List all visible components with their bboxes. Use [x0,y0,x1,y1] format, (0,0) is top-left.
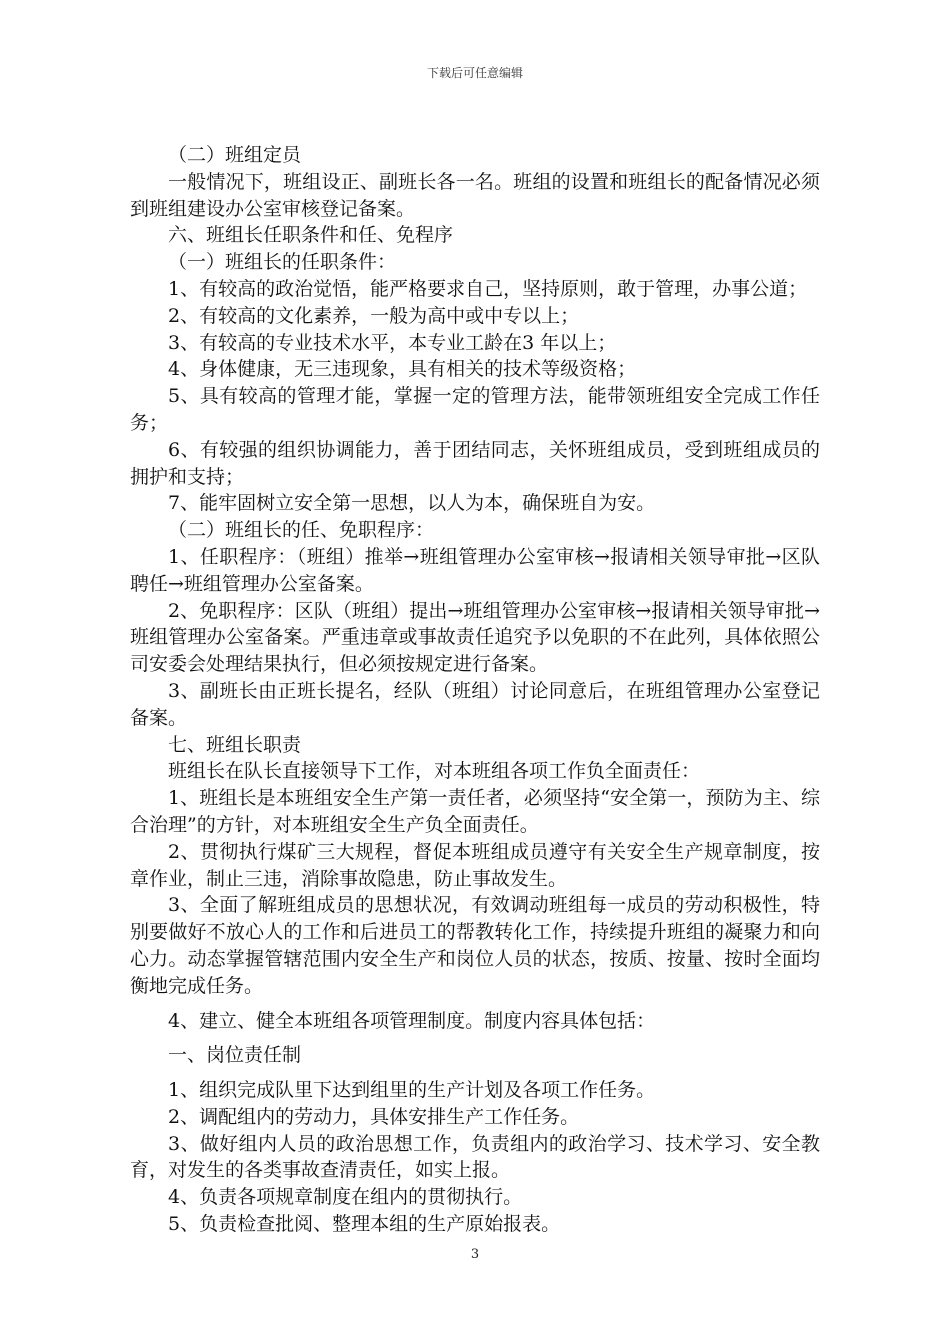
page-number: 3 [470,1247,480,1262]
paragraph: 2、免职程序：区队（班组）提出→班组管理办公室审核→报请相关领导审批→班组管理办公室备案。严重违章或事故责任追究予以免职的不在此列，具体依照公司安委会处理结果执行，但必须按规定进行备案。 [130,599,820,676]
paragraph: 3、全面了解班组成员的思想状况，有效调动班组每一成员的劳动积极性，特别要做好不放心人的工作和后进员工的帮教转化工作，持续提升班组的凝聚力和向心力。动态掌握管辖范围内安全生产和岗位人员的状态，按质、按量、按时全面均衡地完成任务。 [130,894,820,997]
document-body [130,142,820,1238]
paragraph: 4、建立、健全本班组各项管理制度。制度内容具体包括： [168,1009,656,1032]
paragraph: 2、贯彻执行煤矿三大规程，督促本班组成员遵守有关安全生产规章制度，按章作业，制止三违，消除事故隐患，防止事故发生。 [130,840,820,890]
paragraph: 1、班组长是本班组安全生产第一责任者，必须坚持“安全第一，预防为主、综合治理”的方针，对本班组安全生产负全面责任。 [130,787,820,836]
paragraph: 2、有较高的文化素养，一般为高中或中专以上； [168,304,580,327]
page-header: 下载后可任意编辑 [426,66,523,80]
paragraph: 3、有较高的专业技术水平，本专业工龄在3 年以上； [168,331,617,354]
paragraph: 七、班组长职责 [168,733,302,756]
paragraph: 1、组织完成队里下达到组里的生产计划及各项工作任务。 [168,1079,656,1102]
paragraph: 5、具有较高的管理才能，掌握一定的管理方法，能带领班组安全完成工作任务； [130,385,820,434]
paragraph: （二）班组长的任、免职程序： [168,519,435,542]
paragraph: 5、负责检查批阅、整理本组的生产原始报表。 [168,1213,561,1236]
paragraph: 1、有较高的政治觉悟，能严格要求自己，坚持原则，敢于管理，办事公道； [168,277,808,300]
paragraph: 一、岗位责任制 [168,1044,302,1067]
paragraph: 4、身体健康，无三违现象，具有相关的技术等级资格； [168,358,637,381]
paragraph: 2、调配组内的劳动力，具体安排生产工作任务。 [168,1105,580,1128]
paragraph: （一）班组长的任职条件： [168,251,397,274]
paragraph: 3、做好组内人员的政治思想工作，负责组内的政治学习、技术学习、安全教育，对发生的各类事故查清责任，如实上报。 [130,1132,820,1182]
paragraph: （二）班组定员 [168,144,302,166]
paragraph: 4、负责各项规章制度在组内的贯彻执行。 [168,1186,523,1209]
paragraph: 六、班组长任职条件和任、免程序 [168,224,454,247]
paragraph: 3、副班长由正班长提名，经队（班组）讨论同意后，在班组管理办公室登记备案。 [130,679,820,729]
paragraph: 7、能牢固树立安全第一思想，以人为本，确保班自为安。 [168,492,656,515]
paragraph: 班组长在队长直接领导下工作，对本班组各项工作负全面责任： [168,760,701,783]
paragraph: 6、有较强的组织协调能力，善于团结同志，关怀班组成员，受到班组成员的拥护和支持； [130,438,820,488]
paragraph: 一般情况下，班组设正、副班长各一名。班组的设置和班组长的配备情况必须到班组建设办公室审核登记备案。 [130,170,820,220]
paragraph: 1、任职程序：（班组）推举→班组管理办公室审核→报请相关领导审批→区队聘任→班组管理办公室备案。 [130,545,820,595]
